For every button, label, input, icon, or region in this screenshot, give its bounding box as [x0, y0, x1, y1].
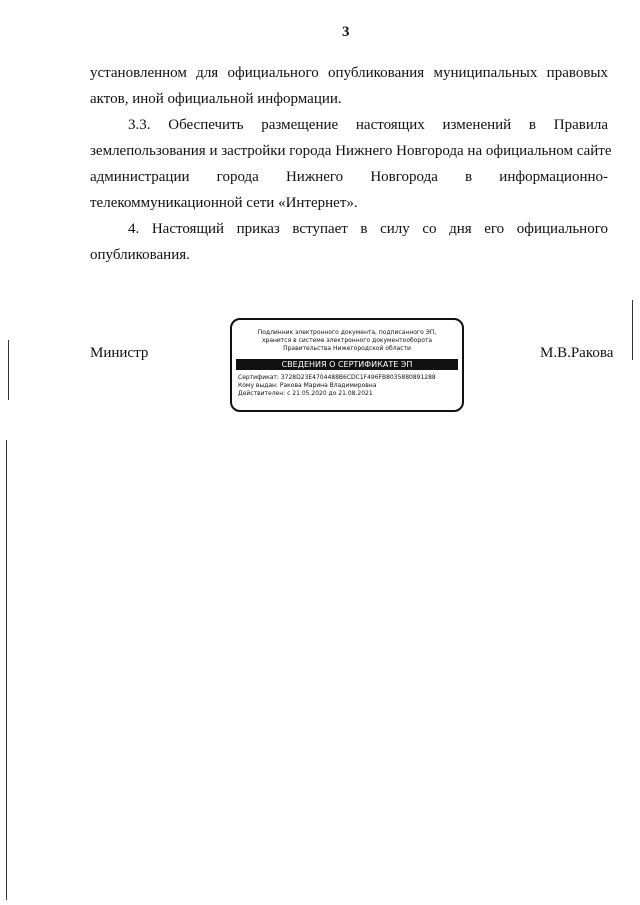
paragraph-1	[90, 60, 608, 112]
text-line: 4. Настоящий приказ вступает в силу со дня его официального	[128, 221, 608, 237]
paragraph-4	[90, 216, 608, 268]
scan-edge	[6, 440, 7, 900]
stamp-title: СВЕДЕНИЯ О СЕРТИФИКАТЕ ЭП	[236, 359, 458, 370]
certificate-row	[238, 374, 462, 382]
label: Действителен:	[238, 390, 286, 397]
issued-row	[238, 382, 462, 390]
text-line: актов, иной официальной информации.	[90, 91, 342, 107]
page-number: 3	[342, 24, 350, 40]
document-body	[90, 60, 612, 268]
text-line: телекоммуникационной сети «Интернет».	[90, 195, 358, 211]
stamp-header-line: Подлинник электронного документа, подписанного ЭП,	[257, 329, 437, 336]
scan-edge	[632, 300, 633, 360]
stamp-header-line: хранится в системе электронного документооборота	[261, 337, 433, 344]
signer-position: Министр	[90, 345, 149, 361]
scan-edge	[8, 340, 9, 400]
electronic-signature-stamp	[230, 318, 464, 412]
paragraph-3-3	[90, 112, 612, 216]
certificate-value: 3728D23E4704488B6CDC1F496FB8035880891288	[280, 374, 436, 381]
text-line: администрации города Нижнего Новгорода в информационно-	[90, 169, 608, 185]
issued-value: Ракова Марина Владимировна	[279, 382, 377, 389]
label: Сертификат:	[238, 374, 279, 381]
text-line: установленном для официального опубликования муниципальных правовых	[90, 65, 608, 81]
text-line: землепользования и застройки города Нижнего Новгорода на официальном сайте	[90, 143, 612, 159]
text-line: 3.3. Обеспечить размещение настоящих изменений в Правила	[128, 117, 608, 133]
stamp-header-line: Правительства Нижегородской области	[283, 345, 411, 352]
signer-name: М.В.Ракова	[540, 345, 614, 361]
label: Кому выдан:	[238, 382, 278, 389]
valid-value: с 21.05.2020 до 21.08.2021	[287, 390, 373, 397]
text-line: опубликования.	[90, 247, 190, 263]
stamp-header	[232, 329, 462, 353]
valid-row	[238, 390, 462, 398]
